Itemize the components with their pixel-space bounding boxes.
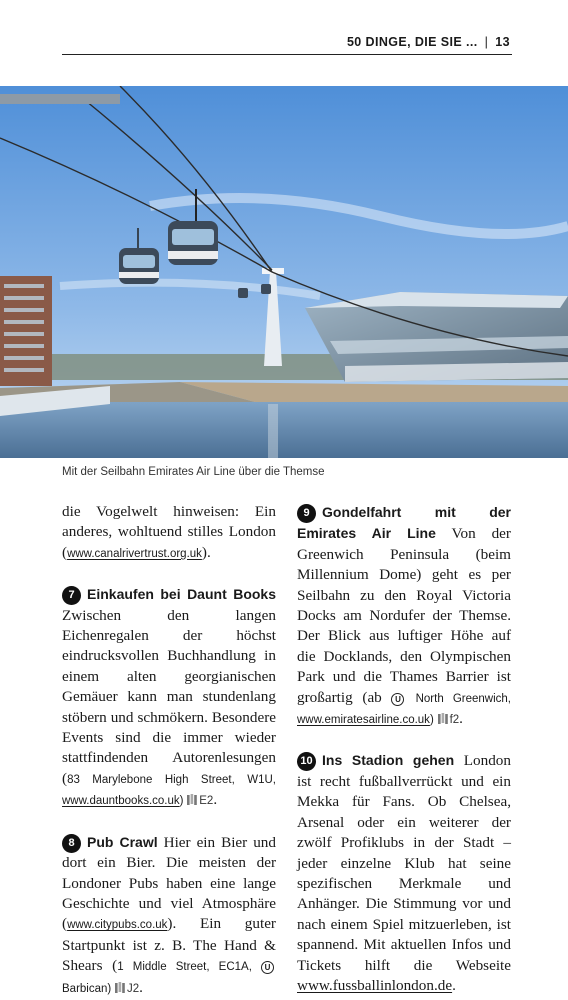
map-icon	[115, 982, 125, 993]
entry-end-8: .	[139, 978, 143, 996]
entry-text-daunt-books: Zwischen den langen Eichenregalen der höchst eindrucksvollen Buchhandlung in einem alten georgianischen Gemäuer kann man stundenlang stöbern und schmökern. Besondere Events sind die immer wieder stattfindenden Autorenlesungen (	[62, 606, 276, 787]
station-beam	[0, 94, 120, 104]
station-north-greenwich: North Greenwich,	[406, 692, 511, 705]
link-citypubs[interactable]: www.citypubs.co.uk	[67, 919, 168, 932]
link-canalrivertrust[interactable]: www.canalrivertrust.org.uk	[67, 547, 202, 560]
link-emiratesairline[interactable]: www.emiratesairline.co.uk	[297, 714, 430, 727]
map-grid-f2: f2	[449, 714, 460, 727]
entry-text-emirates: Von der Greenwich Peninsula (beim Millennium Dome) geht es per Seilbahn zu den Royal Victoria Docks am Nordufer der Themse. Der Blick aus luftiger Höhe auf die Docklands, den Olympischen Park und die Thames Barrier ist großartig (ab	[297, 525, 511, 706]
gondola-small-2	[261, 284, 271, 294]
header-text	[347, 35, 510, 49]
intro-tail: ).	[201, 543, 211, 561]
intro-paragraph	[62, 502, 276, 564]
entry-heading-pub-crawl: Pub Crawl	[87, 833, 158, 850]
entry-number-10: 10	[297, 752, 316, 771]
entry-text-pub-crawl-2: ). Ein guter Startpunkt ist z. B. The Hand & Shears (	[62, 915, 276, 975]
link-dauntbooks[interactable]: www.dauntbooks.co.uk	[62, 795, 180, 808]
entry-number-8: 8	[62, 834, 81, 853]
intro-text: die Vogelwelt hinweisen: Ein anderes, wohltuend stilles London (	[62, 503, 276, 561]
entry-heading-stadion: Ins Stadion gehen	[322, 752, 455, 769]
address-hand-shears: 1 Middle Street, EC1A,	[117, 961, 261, 974]
paren-close-9: )	[429, 714, 434, 727]
gondola-small	[238, 288, 248, 298]
map-grid-j2: J2	[127, 982, 140, 995]
header-separator: |	[484, 35, 489, 49]
entry-end-9: .	[459, 710, 463, 728]
entry-end-10: .	[452, 976, 456, 994]
entry-pub-crawl	[62, 832, 276, 999]
entry-heading-daunt-books: Einkaufen bei Daunt Books	[87, 586, 276, 603]
entry-stadion	[297, 750, 511, 996]
entry-heading-emirates: Gondelfahrt mit der Emirates Air Line	[297, 504, 511, 542]
entry-text-stadion: London ist recht fußballverrückt und ein Mekka für Fans. Ob Chelsea, Arsenal oder ein weiterer der zwölf Profiklubs in der Stadt – jeder einzelne Klub hat seine spezifischen Merkmale und Anhänger. Die Stimmung vor und nach einem Spiel mitzuerleben, ist spannend. Mit aktuellen Infos und Tickets hilft die Webseite	[297, 752, 511, 974]
entry-number-7: 7	[62, 586, 81, 605]
water	[0, 402, 568, 458]
photo-illustration	[0, 86, 568, 458]
address-daunt-books: 83 Marylebone High Street, W1U,	[67, 773, 276, 786]
paren-close-7: )	[179, 795, 184, 808]
entry-emirates-air-line	[297, 502, 511, 730]
entry-number-9: 9	[297, 504, 316, 523]
cable-car-photo	[0, 86, 568, 458]
underground-icon: U	[391, 693, 404, 706]
photo-caption: Mit der Seilbahn Emirates Air Line über die Themse	[62, 466, 325, 478]
map-grid-e2: E2	[199, 795, 214, 808]
station-barbican: Barbican)	[62, 982, 112, 995]
running-header	[62, 32, 512, 55]
entry-text-pub-crawl: Hier ein Bier und dort ein Bier. Die meisten der Londoner Pubs haben eine lange Geschichte und viel Atmosphäre (	[62, 833, 276, 933]
apartment-building	[0, 276, 52, 386]
right-column	[297, 502, 511, 996]
entry-end-7: .	[213, 791, 218, 809]
crystal-building	[305, 292, 568, 382]
left-column	[62, 502, 276, 999]
entry-daunt-books	[62, 584, 276, 811]
header-title: 50 DINGE, DIE SIE ...	[346, 35, 478, 49]
map-icon	[438, 713, 448, 724]
page-number: 13	[495, 35, 510, 49]
underground-icon: U	[261, 961, 274, 974]
map-icon	[187, 794, 197, 805]
link-fussballinlondon[interactable]: www.fussballinlondon.de	[297, 976, 453, 994]
